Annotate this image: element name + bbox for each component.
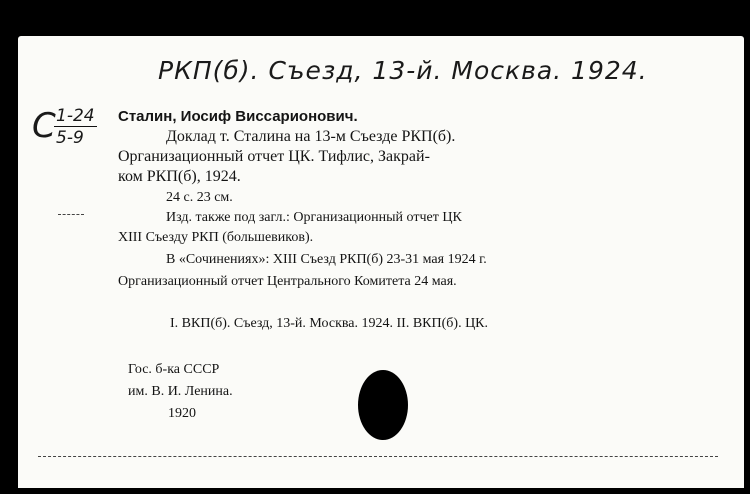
card-punch-hole — [358, 370, 408, 440]
note-line-3: В «Сочинениях»: XIII Съезд РКП(б) 23-31 мая 1924 г. — [166, 252, 487, 267]
library-name-line-1: Гос. б-ка СССР — [128, 362, 220, 377]
shelf-mark-top: 1-24 — [56, 106, 95, 126]
title-line-3: ком РКП(б), 1924. — [118, 168, 241, 185]
physical-description: 24 с. 23 см. — [166, 190, 233, 205]
note-line-2: XIII Съезду РКП (большевиков). — [118, 230, 314, 245]
handwritten-heading: РКП(б). Съезд, 13-й. Москва. 1924. — [158, 56, 648, 85]
library-name-line-2: им. В. И. Ленина. — [128, 384, 233, 399]
margin-dash — [58, 214, 84, 215]
shelf-mark-bottom: 5-9 — [56, 128, 84, 148]
library-year: 1920 — [168, 406, 196, 421]
subject-tracings: I. ВКП(б). Съезд, 13-й. Москва. 1924. II. ВКП(б). ЦК. — [170, 316, 489, 331]
catalog-card — [18, 36, 744, 488]
bottom-dashed-rule — [38, 456, 718, 457]
author-heading: Сталин, Иосиф Виссарионович. — [118, 108, 358, 125]
title-line-2: Организационный отчет ЦК. Тифлис, Закрай- — [118, 148, 430, 165]
note-line-4: Организационный отчет Центрального Комитета 24 мая. — [118, 274, 457, 289]
note-line-1: Изд. также под загл.: Организационный отчет ЦК — [166, 210, 462, 225]
title-line-1: Доклад т. Сталина на 13-м Съезде РКП(б). — [166, 128, 456, 145]
shelf-mark-letter: С — [32, 106, 56, 146]
